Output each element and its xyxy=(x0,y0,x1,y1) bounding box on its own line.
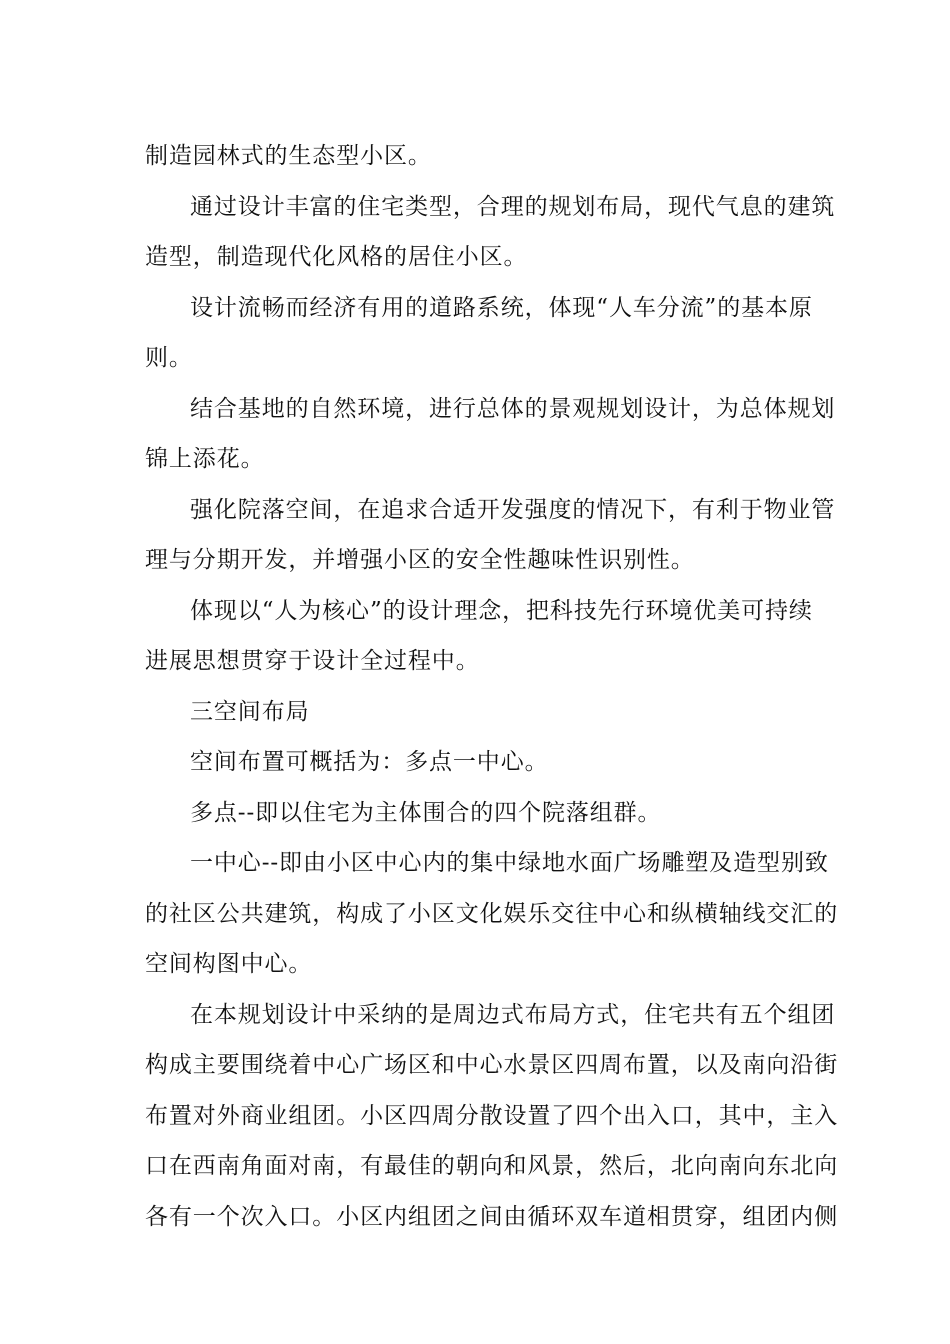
text-line: 设计流畅而经济有用的道路系统，体现“人车分流”的基本原 xyxy=(190,294,813,321)
text-line: 体现以“人为核心”的设计理念，把科技先行环境优美可持续 xyxy=(190,597,813,624)
text-line: 的社区公共建筑，构成了小区文化娱乐交往中心和纵横轴线交汇的 xyxy=(145,900,839,927)
section-heading: 三空间布局 xyxy=(190,698,310,725)
text-line: 布置对外商业组团。小区四周分散设置了四个出入口，其中，主入 xyxy=(145,1102,839,1129)
text-line: 理与分期开发，并增强小区的安全性趣味性识别性。 xyxy=(145,547,695,573)
text-line: 各有一个次入口。小区内组团之间由循环双车道相贯穿，组团内侧 xyxy=(145,1203,839,1230)
document-body xyxy=(145,131,839,1242)
text-line: 进展思想贯穿于设计全过程中。 xyxy=(145,648,480,674)
text-line: 强化院落空间，在追求合适开发强度的情况下，有利于物业管 xyxy=(190,496,836,523)
text-line: 空间布置可概括为：多点一中心。 xyxy=(190,749,549,775)
text-line: 锦上添花。 xyxy=(145,446,265,472)
text-line: 一中心--即由小区中心内的集中绿地水面广场雕塑及造型别致 xyxy=(190,850,829,876)
text-line: 结合基地的自然环境，进行总体的景观规划设计，为总体规划 xyxy=(190,395,836,422)
text-line: 多点--即以住宅为主体围合的四个院落组群。 xyxy=(190,799,662,826)
text-line: 通过设计丰富的住宅类型，合理的规划布局，现代气息的建筑 xyxy=(190,193,836,220)
text-line: 则。 xyxy=(145,345,193,371)
text-line: 口在西南角面对南，有最佳的朝向和风景，然后，北向南向东北向 xyxy=(145,1153,839,1179)
text-line: 造型，制造现代化风格的居住小区。 xyxy=(145,244,528,270)
text-line: 构成主要围绕着中心广场区和中心水景区四周布置，以及南向沿街 xyxy=(145,1052,839,1078)
text-line: 空间构图中心。 xyxy=(145,951,313,977)
text-line: 在本规划设计中采纳的是周边式布局方式，住宅共有五个组团 xyxy=(190,1001,836,1028)
text-line: 制造园林式的生态型小区。 xyxy=(145,143,432,169)
